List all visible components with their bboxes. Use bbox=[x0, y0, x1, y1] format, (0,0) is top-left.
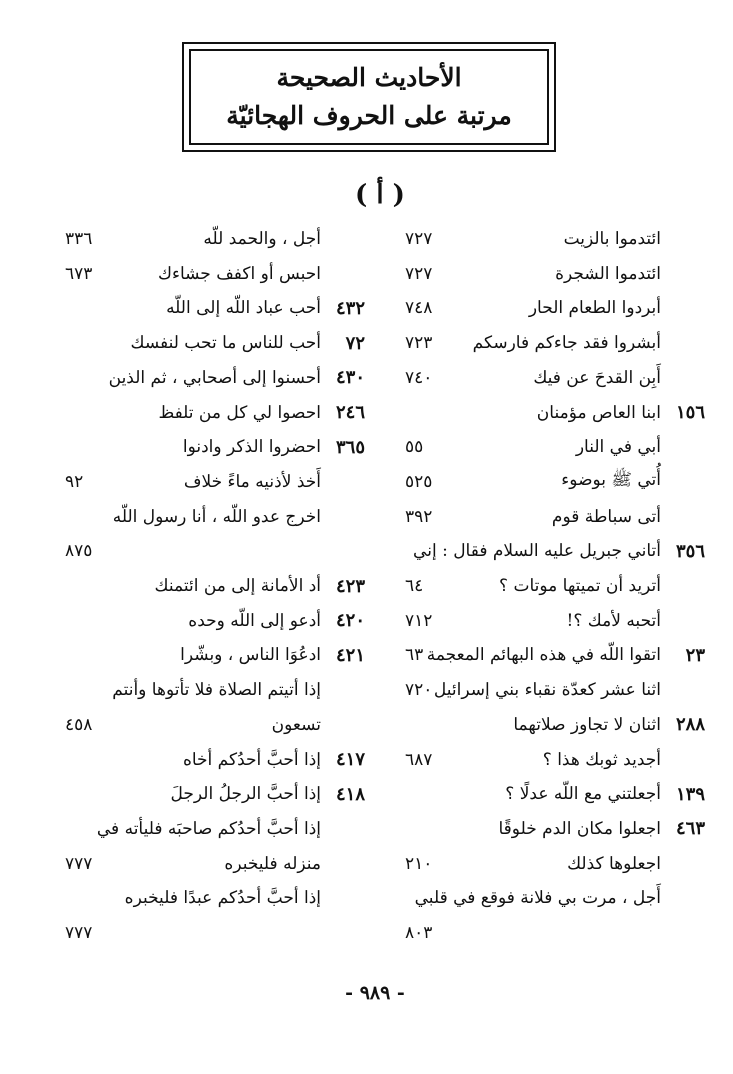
entry-text: أبشروا فقد جاءكم فارسكم bbox=[472, 333, 661, 354]
title-frame bbox=[182, 42, 556, 152]
entry-text: أبي في النار bbox=[575, 437, 661, 458]
entry-number: ١٣٩ bbox=[675, 783, 705, 805]
entry-page: ٤٥٨ bbox=[65, 714, 93, 735]
index-entry bbox=[65, 604, 365, 638]
entry-number: ٢٤٦ bbox=[335, 402, 365, 423]
index-entry bbox=[405, 847, 705, 881]
entry-text: أتاني جبريل عليه السلام فقال : إني bbox=[413, 541, 661, 562]
entry-page: ٧٢٧ bbox=[405, 263, 433, 284]
index-entry bbox=[65, 777, 365, 811]
book-subtitle: مرتبة على الحروف الهجائيّة bbox=[226, 101, 512, 130]
entry-text: احصوا لي كل من تلفظ bbox=[158, 402, 321, 423]
entry-page: ٨٠٣ bbox=[405, 923, 433, 943]
entry-text: إذا أحبَّ الرجلُ الرجلَ bbox=[170, 784, 321, 805]
entry-page: ٨٧٥ bbox=[65, 541, 93, 562]
entry-page: ٥٢٥ bbox=[405, 471, 433, 492]
entry-page: ٧٤٨ bbox=[405, 298, 433, 319]
entry-text: احبس أو اكفف جشاءك bbox=[157, 263, 321, 284]
index-entry bbox=[405, 291, 705, 325]
entry-text: أد الأمانة إلى من ائتمنك bbox=[154, 576, 321, 596]
index-entry bbox=[65, 396, 365, 430]
entry-text: إذا أحبَّ أحدُكم عبدًا فليخبره bbox=[124, 888, 321, 909]
index-entry bbox=[405, 430, 705, 464]
entry-text: ائتدموا الشجرة bbox=[555, 263, 661, 284]
entry-number: ٤١٧ bbox=[335, 749, 365, 770]
index-entry bbox=[405, 222, 705, 256]
index-entry bbox=[405, 326, 705, 360]
entry-page: ٦٤ bbox=[405, 576, 424, 596]
entry-text: اثنا عشر كعدّة نقباء بني إسرائيل bbox=[433, 680, 661, 701]
index-entry bbox=[405, 743, 705, 777]
title-inner-frame bbox=[189, 49, 549, 145]
book-title: الأحاديث الصحيحة bbox=[276, 63, 462, 92]
entry-text: أجل ، والحمد للّه bbox=[203, 229, 321, 249]
entry-text: أحسنوا إلى أصحابي ، ثم الذين bbox=[108, 367, 321, 388]
entry-number: ٤١٨ bbox=[335, 783, 365, 805]
entry-number: ٣٦٥ bbox=[335, 436, 365, 458]
entry-text: أتريد أن تميتها موتات ؟ bbox=[499, 576, 661, 596]
entry-page: ٣٩٢ bbox=[405, 506, 433, 527]
entry-text: تسعون bbox=[271, 714, 321, 735]
entry-page: ٦٨٧ bbox=[405, 749, 433, 770]
index-entry bbox=[405, 569, 705, 603]
section-heading: ( أ ) bbox=[355, 180, 405, 210]
entry-page: ٦٧٣ bbox=[65, 263, 93, 284]
entry-text: أَخذ لأذنيه ماءً خلاف bbox=[183, 471, 321, 492]
entry-text: احضروا الذكر وادنوا bbox=[182, 437, 321, 458]
entry-text: أجديد ثوبك هذا ؟ bbox=[542, 749, 661, 770]
entry-text: إذا أحبَّ أحدُكم أخاه bbox=[182, 749, 321, 770]
index-entry bbox=[65, 569, 365, 603]
entry-page: ٧٢٧ bbox=[405, 229, 433, 249]
index-entry bbox=[65, 673, 365, 707]
entry-page: ٥٥ bbox=[405, 437, 424, 458]
index-entry bbox=[405, 638, 705, 672]
entry-number: ٤٦٣ bbox=[675, 818, 705, 840]
entry-text: اتقوا اللّه في هذه البهائم المعجمة bbox=[426, 645, 661, 666]
index-entry bbox=[65, 361, 365, 395]
index-entry bbox=[65, 222, 365, 256]
index-entry bbox=[65, 291, 365, 325]
entry-text: أُتي ﷺ بوضوء bbox=[561, 470, 661, 491]
index-entry bbox=[65, 430, 365, 464]
index-entry bbox=[405, 708, 705, 742]
index-entry bbox=[405, 257, 705, 291]
entry-text: أَبِن القدحَ عن فيك bbox=[533, 367, 661, 388]
index-entry bbox=[65, 465, 365, 499]
entry-text: إذا أتيتم الصلاة فلا تأتوها وأنتم bbox=[112, 680, 321, 701]
entry-text: أتى سباطة قوم bbox=[551, 506, 661, 527]
index-entry bbox=[65, 847, 365, 881]
index-entry bbox=[65, 743, 365, 777]
entry-text: أتحبه لأمك ؟! bbox=[566, 610, 661, 631]
index-entry bbox=[65, 812, 365, 846]
entry-number: ٤٣٢ bbox=[335, 297, 365, 319]
entry-page: ٧٢٣ bbox=[405, 333, 433, 354]
index-entry bbox=[65, 638, 365, 672]
entry-text: أجعلتني مع اللّه عدلًا ؟ bbox=[505, 784, 661, 805]
entry-page: ٢١٠ bbox=[405, 853, 433, 874]
entry-page: ٧٧٧ bbox=[65, 853, 93, 874]
entry-number: ٤٢١ bbox=[335, 644, 365, 666]
entry-text: ائتدموا بالزيت bbox=[563, 229, 661, 249]
entry-page: ٧٤٠ bbox=[405, 367, 433, 388]
index-entry bbox=[405, 777, 705, 811]
entry-page: ٧٧٧ bbox=[65, 923, 93, 943]
entry-text: اجعلوها كذلك bbox=[567, 853, 661, 874]
index-entry bbox=[405, 396, 705, 430]
entry-text: أدعو إلى اللّه وحده bbox=[188, 610, 321, 631]
index-entry bbox=[65, 500, 365, 534]
entry-text: أَجل ، مرت بي فلانة فوقع في قلبي bbox=[414, 888, 661, 909]
entry-text: أحب للناس ما تحب لنفسك bbox=[130, 333, 321, 354]
index-entry bbox=[65, 534, 365, 568]
entry-text: اثنان لا تجاوز صلاتهما bbox=[513, 714, 661, 735]
entry-page: ٩٢ bbox=[65, 471, 84, 492]
index-entry bbox=[405, 361, 705, 395]
index-entry bbox=[405, 604, 705, 638]
entry-text: ابنا العاص مؤمنان bbox=[536, 402, 661, 423]
entry-text: إذا أحبَّ أحدُكم صاحبَه فليأته في bbox=[96, 818, 321, 839]
index-entry bbox=[65, 708, 365, 742]
entry-text: منزله فليخبره bbox=[224, 853, 321, 874]
index-entry bbox=[65, 881, 365, 915]
entry-number: ٣٥٦ bbox=[675, 540, 705, 562]
entry-number: ١٥٦ bbox=[675, 402, 705, 423]
page-number: - ٩٨٩ - bbox=[345, 982, 405, 1004]
entry-text: أحب عباد اللّه إلى اللّه bbox=[166, 298, 321, 319]
index-entry bbox=[405, 534, 705, 568]
index-entry bbox=[65, 916, 365, 950]
entry-number: ٢٣ bbox=[685, 644, 705, 666]
index-entry bbox=[405, 500, 705, 534]
entry-page: ٧٢٠ bbox=[405, 680, 433, 701]
entry-text: أبردوا الطعام الحار bbox=[528, 298, 661, 319]
index-entry bbox=[405, 465, 705, 499]
entry-page: ٣٣٦ bbox=[65, 229, 93, 249]
index-entry bbox=[65, 257, 365, 291]
entry-number: ٤٣٠ bbox=[335, 367, 365, 389]
entry-page: ٦٣ bbox=[405, 645, 424, 666]
index-entry bbox=[405, 812, 705, 846]
entry-number: ٢٨٨ bbox=[675, 714, 705, 736]
index-entry bbox=[405, 916, 705, 950]
entry-number: ٤٢٠ bbox=[335, 610, 365, 632]
entry-page: ٧١٢ bbox=[405, 610, 433, 631]
entry-number: ٤٢٣ bbox=[335, 575, 365, 597]
index-entry bbox=[65, 326, 365, 360]
entry-text: اخرج عدو اللّه ، أنا رسول اللّه bbox=[112, 506, 321, 527]
entry-number: ٧٢ bbox=[345, 332, 365, 354]
index-entry bbox=[405, 881, 705, 915]
entry-text: ادعُوَا الناس ، وبشّرا bbox=[180, 645, 321, 666]
entry-text: اجعلوا مكان الدم خلوقًا bbox=[498, 818, 661, 839]
index-entry bbox=[405, 673, 705, 707]
